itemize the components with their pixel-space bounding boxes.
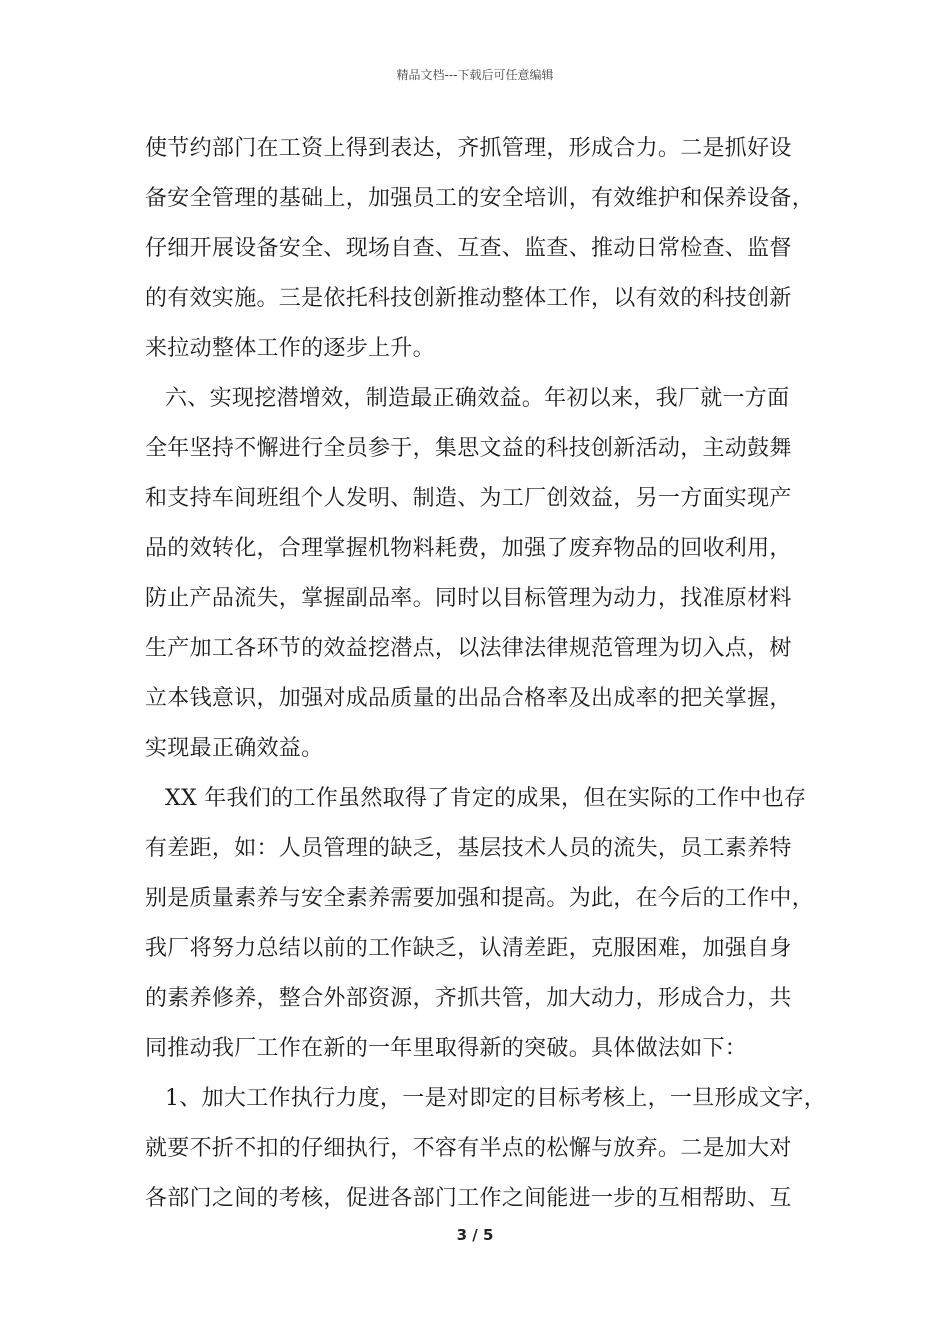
- text-line: 来拉动整体工作的逐步上升。: [145, 336, 435, 361]
- paragraph-start-line: 1、加大工作执行力度，一是对即定的目标考核上，一旦形成文字，: [165, 1086, 826, 1111]
- text-line: 实现最正确效益。: [145, 736, 324, 761]
- text-line: 防止产品流失，掌握副品率。同时以目标管理为动力，找准原材料: [145, 586, 792, 611]
- page-number: 3 / 5: [456, 1226, 494, 1244]
- text-line: 我厂将努力总结以前的工作缺乏，认清差距，克服困难，加强自身: [145, 936, 792, 961]
- text-line: 立本钱意识，加强对成品质量的出品合格率及出成率的把关掌握，: [145, 686, 792, 711]
- text-line: 有差距，如：人员管理的缺乏，基层技术人员的流失，员工素养特: [145, 836, 792, 861]
- text-line: 备安全管理的基础上，加强员工的安全培训，有效维护和保养设备，: [145, 186, 815, 211]
- text-line: 品的效转化，合理掌握机物料耗费，加强了废弃物品的回收利用，: [145, 536, 792, 561]
- paragraph-start-line: 六、实现挖潜增效，制造最正确效益。年初以来，我厂就一方面: [165, 386, 790, 411]
- text-line: 各部门之间的考核，促进各部门工作之间能进一步的互相帮助、互: [145, 1186, 792, 1211]
- text-line: 和支持车间班组个人发明、制造、为工厂创效益，另一方面实现产: [145, 486, 792, 511]
- paragraph-start-line: XX 年我们的工作虽然取得了肯定的成果，但在实际的工作中也存: [165, 786, 807, 811]
- text-line: 使节约部门在工资上得到表达，齐抓管理，形成合力。二是抓好设: [145, 136, 792, 161]
- text-line: 生产加工各环节的效益挖潜点，以法律法律规范管理为切入点，树: [145, 636, 792, 661]
- text-line: 的素养修养，整合外部资源，齐抓共管，加大动力，形成合力，共: [145, 986, 792, 1011]
- text-line: 别是质量素养与安全素养需要加强和提高。为此，在今后的工作中，: [145, 886, 815, 911]
- text-line: 就要不折不扣的仔细执行，不容有半点的松懈与放弃。二是加大对: [145, 1136, 792, 1161]
- text-line: 的有效实施。三是依托科技创新推动整体工作，以有效的科技创新: [145, 286, 792, 311]
- page-header: 精品文档---下载后可任意编辑: [396, 68, 554, 82]
- document-body: [145, 124, 826, 1224]
- text-line: 仔细开展设备安全、现场自查、互查、监查、推动日常检查、监督: [145, 236, 792, 261]
- text-line: 全年坚持不懈进行全员参于，集思文益的科技创新活动，主动鼓舞: [145, 436, 792, 461]
- text-line: 同推动我厂工作在新的一年里取得新的突破。具体做法如下：: [145, 1036, 748, 1061]
